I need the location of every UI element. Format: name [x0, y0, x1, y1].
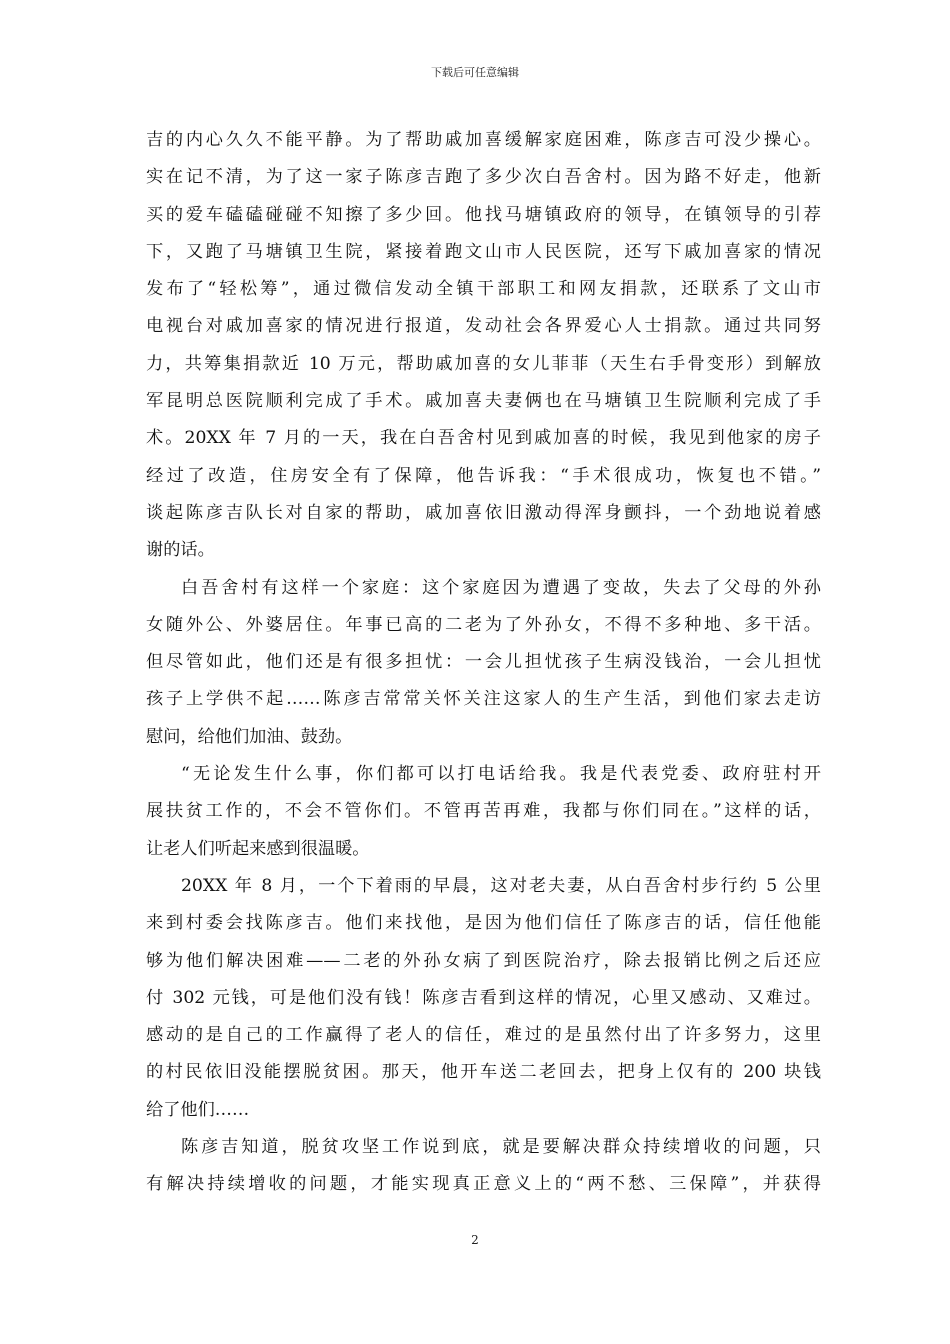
text-line: 展扶贫工作的，不会不管你们。不管再苦再难，我都与你们同在。”这样的话，: [146, 801, 821, 822]
text-line: 给了他们……: [146, 1099, 250, 1120]
paragraph: [146, 756, 821, 868]
text-line: 有解决持续增收的问题，才能实现真正意义上的“两不愁、三保障”，并获得: [146, 1174, 821, 1195]
text-line: “无论发生什么事，你们都可以打电话给我。我是代表党委、政府驻村开: [181, 764, 821, 785]
text-line: 白吾舍村有这样一个家庭：这个家庭因为遭遇了变故，失去了父母的外孙: [181, 577, 821, 598]
text-line: 孩子上学供不起……陈彦吉常常关怀关注这家人的生产生活，到他们家去走访: [146, 689, 821, 710]
text-line: 电视台对戚加喜家的情况进行报道，发动社会各界爱心人士捐款。通过共同努: [146, 316, 821, 337]
text-line: 付 302 元钱，可是他们没有钱！陈彦吉看到这样的情况，心里又感动、又难过。: [146, 987, 821, 1008]
text-line: 下，又跑了马塘镇卫生院，紧接着跑文山市人民医院，还写下戚加喜家的情况: [146, 241, 821, 262]
text-line: 让老人们听起来感到很温暖。: [146, 838, 370, 859]
text-line: 发布了“轻松筹”，通过微信发动全镇干部职工和网友捐款，还联系了文山市: [146, 279, 821, 300]
text-line: 买的爱车磕磕碰碰不知擦了多少回。他找马塘镇政府的领导，在镇领导的引荐: [146, 204, 821, 225]
text-line: 力，共筹集捐款近 10 万元，帮助戚加喜的女儿菲菲（天生右手骨变形）到解放: [146, 353, 821, 374]
text-line: 但尽管如此，他们还是有很多担忧：一会儿担忧孩子生病没钱治，一会儿担忧: [146, 652, 821, 673]
text-line: 的村民依旧没能摆脱贫困。那天，他开车送二老回去，把身上仅有的 200 块钱: [146, 1062, 821, 1083]
document-body: [146, 122, 821, 1204]
text-line: 慰问，给他们加油、鼓劲。: [146, 726, 353, 747]
text-line: 够为他们解决困难——二老的外孙女病了到医院治疗，除去报销比例之后还应: [146, 950, 821, 971]
text-line: 陈彦吉知道，脱贫攻坚工作说到底，就是要解决群众持续增收的问题，只: [181, 1137, 821, 1158]
paragraph: [146, 570, 821, 756]
text-line: 经过了改造，住房安全有了保障，他告诉我：“手术很成功，恢复也不错。”: [146, 465, 821, 486]
paragraph: [146, 868, 821, 1129]
paragraph: [146, 1129, 821, 1204]
text-line: 实在记不清，为了这一家子陈彦吉跑了多少次白吾舍村。因为路不好走，他新: [146, 167, 821, 188]
text-line: 术。20XX 年 7 月的一天，我在白吾舍村见到戚加喜的时候，我见到他家的房子: [146, 428, 821, 449]
text-line: 吉的内心久久不能平静。为了帮助戚加喜缓解家庭困难，陈彦吉可没少操心。: [146, 130, 821, 150]
paragraph: [146, 122, 821, 570]
text-line: 军昆明总医院顺利完成了手术。戚加喜夫妻俩也在马塘镇卫生院顺利完成了手: [146, 391, 821, 412]
page-header: 下载后可任意编辑: [431, 66, 519, 79]
text-line: 谈起陈彦吉队长对自家的帮助，戚加喜依旧激动得浑身颤抖，一个劲地说着感: [146, 502, 821, 523]
text-line: 感动的是自己的工作赢得了老人的信任，难过的是虽然付出了许多努力，这里: [146, 1025, 821, 1046]
text-line: 女随外公、外婆居住。年事已高的二老为了外孙女，不得不多种地、多干活。: [146, 614, 821, 635]
text-line: 谢的话。: [146, 540, 215, 561]
text-line: 来到村委会找陈彦吉。他们来找他，是因为他们信任了陈彦吉的话，信任他能: [146, 913, 821, 934]
text-line: 20XX 年 8 月，一个下着雨的早晨，这对老夫妻，从白吾舍村步行约 5 公里: [181, 875, 821, 896]
page-number: 2: [471, 1233, 479, 1247]
